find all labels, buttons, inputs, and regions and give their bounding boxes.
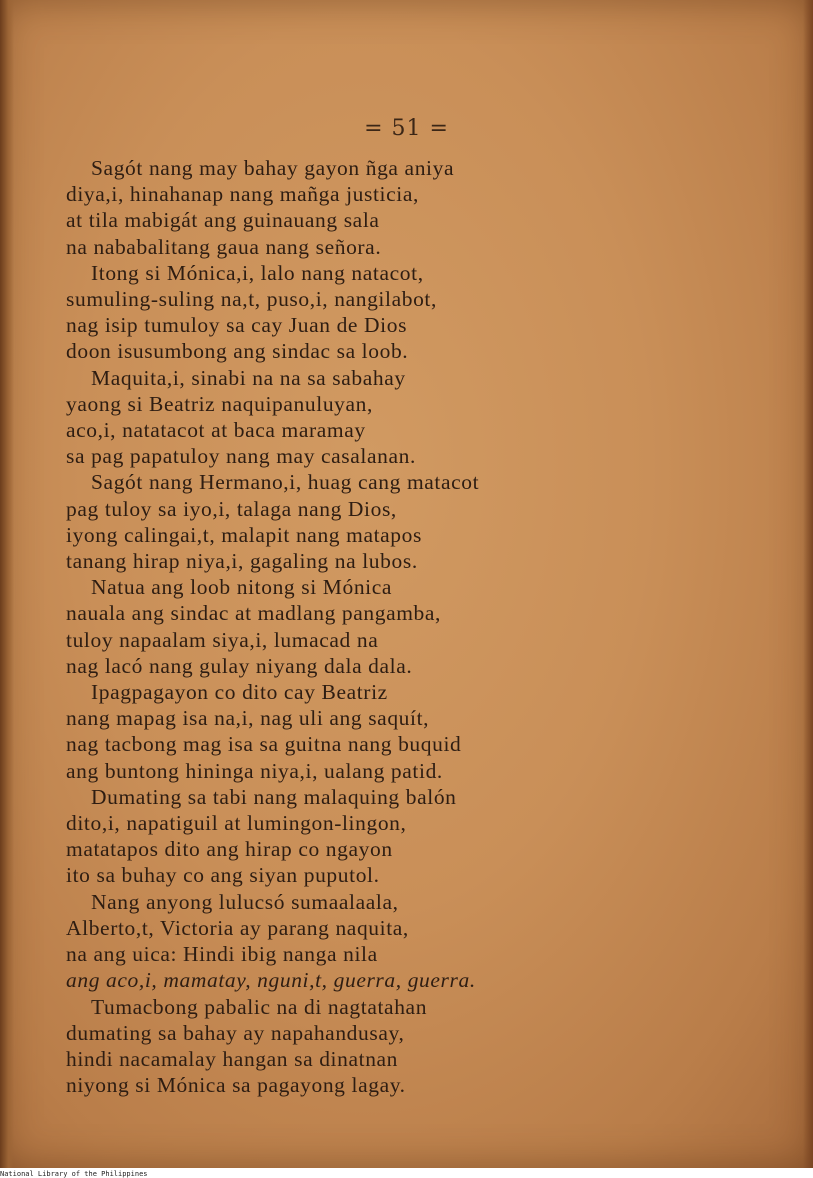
poem-text [66, 155, 606, 1098]
stanza-7 [66, 784, 606, 889]
verse-line: Dumating sa tabi nang malaquing balón [91, 784, 457, 809]
verse-line: ang buntong hininga niya,i, ualang patid. [66, 758, 443, 783]
stanza-9 [66, 994, 606, 1099]
page-number: = 51 = [364, 116, 449, 141]
verse-line: sa pag papatuloy nang may casalanan. [66, 444, 416, 469]
verse-line: Sagót nang may bahay gayon ñga aniya [91, 156, 455, 180]
verse-line: nag isip tumuloy sa cay Juan de Dios [66, 313, 408, 338]
verse-line: Sagót nang Hermano,i, huag cang matacot [91, 470, 480, 495]
page-binding-edge [0, 0, 14, 1168]
verse-line: doon isusumbong ang sindac sa loob. [66, 339, 409, 364]
verse-line: iyong calingai,t, malapit nang matapos [66, 522, 422, 547]
stanza-3 [66, 365, 606, 470]
page-right-edge [803, 0, 813, 1168]
verse-line: nang mapag isa na,i, nag uli ang saquít, [66, 706, 430, 731]
verse-line: diya,i, hinahanap nang mañga justicia, [66, 182, 419, 207]
verse-line: at tila mabigát ang guinauang sala [66, 208, 380, 233]
verse-line: dumating sa bahay ay napahandusay, [66, 1020, 405, 1045]
stanza-6 [66, 679, 606, 784]
verse-line: dito,i, napatiguil at lumingon-lingon, [66, 811, 407, 836]
verse-line: hindi nacamalay hangan sa dinatnan [66, 1046, 399, 1071]
verse-line: yaong si Beatriz naquipanuluyan, [66, 391, 373, 416]
verse-line: niyong si Mónica sa pagayong lagay. [66, 1073, 406, 1098]
verse-line: matatapos dito ang hirap co ngayon [66, 837, 393, 862]
verse-line: aco,i, natatacot at baca maramay [66, 418, 366, 443]
verse-line: ito sa buhay co ang siyan puputol. [66, 863, 380, 888]
verse-line: nag tacbong mag isa sa guitna nang buquid [66, 732, 462, 757]
stanza-1 [66, 155, 606, 260]
verse-line: ang aco,i, mamatay, nguni,t, guerra, guerra. [66, 968, 476, 993]
stanza-5 [66, 574, 606, 679]
verse-line: Maquita,i, sinabi na na sa sabahay [91, 365, 406, 390]
verse-line: nauala ang sindac at madlang pangamba, [66, 601, 442, 626]
verse-line: Nang anyong lulucsó sumaalaala, [91, 889, 399, 914]
verse-line: nag lacó nang gulay niyang dala dala. [66, 653, 413, 678]
verse-line: tanang hirap niya,i, gagaling na lubos. [66, 549, 418, 574]
verse-line: Tumacbong pabalic na di nagtatahan [91, 994, 428, 1019]
verse-line: Ipagpagayon co dito cay Beatriz [91, 680, 388, 705]
verse-line: na ang uica: Hindi ibig nanga nila [66, 942, 378, 967]
verse-line: Natua ang loob nitong si Mónica [91, 575, 393, 600]
verse-line: sumuling-suling na,t, puso,i, nangilabot, [66, 287, 437, 312]
verse-line: pag tuloy sa iyo,i, talaga nang Dios, [66, 496, 397, 521]
verse-line: Alberto,t, Victoria ay parang naquita, [66, 915, 409, 940]
footer-credit: National Library of the Philippines [0, 1170, 148, 1178]
verse-line: na nababalitang gaua nang señora. [66, 234, 382, 259]
verse-line: tuloy napaalam siya,i, lumacad na [66, 627, 379, 652]
stanza-2 [66, 260, 606, 365]
stanza-4 [66, 469, 606, 574]
stanza-8 [66, 889, 606, 994]
verse-line: Itong si Mónica,i, lalo nang natacot, [91, 260, 424, 285]
